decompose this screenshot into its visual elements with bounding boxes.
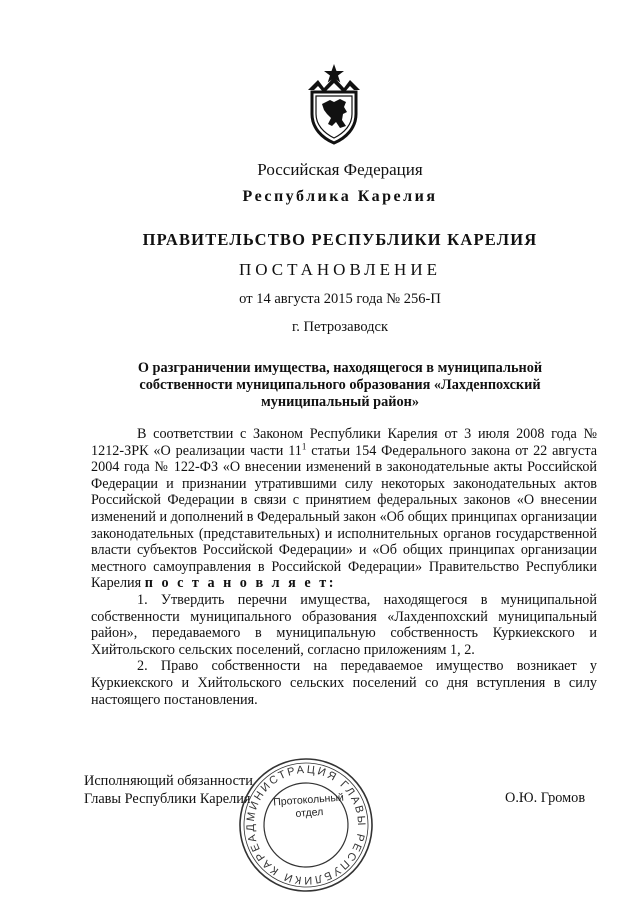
stamp-ring-text: АДМИНИСТРАЦИЯ ГЛАВЫ РЕСПУБЛИКИ КАРЕЛИЯ bbox=[244, 763, 368, 887]
document-date-number: от 14 августа 2015 года № 256-П bbox=[239, 291, 441, 307]
resolves-word: п о с т а н о в л я е т: bbox=[144, 575, 336, 592]
preamble-text: В соответствии с Законом Республики Карелия от 3 июля 2008 года № 1212-ЗРК «О реализации части 11 bbox=[91, 426, 597, 459]
stamp-center-line: отдел bbox=[295, 806, 324, 820]
republic-name: Республика Карелия bbox=[242, 188, 438, 205]
authority-title: ПРАВИТЕЛЬСТВО РЕСПУБЛИКИ КАРЕЛИЯ bbox=[142, 230, 538, 249]
preamble-paragraph bbox=[91, 426, 597, 592]
signer-title-line: Главы Республики Карелия bbox=[84, 791, 251, 807]
document-city: г. Петрозаводск bbox=[291, 319, 389, 335]
official-stamp-icon bbox=[236, 755, 376, 895]
signer-name: О.Ю. Громов bbox=[505, 790, 586, 806]
document-subject bbox=[110, 360, 570, 411]
subject-line: муниципальный район» bbox=[260, 394, 419, 410]
country-name: Российская Федерация bbox=[257, 160, 423, 179]
clause-2-paragraph: 2. Право собственности на передаваемое имущество возникает у Куркиекского и Хийтольского сельских поселений со дня вступления в силу настоящего постановления. bbox=[91, 658, 597, 708]
clause-1-paragraph: 1. Утвердить перечни имущества, находящегося в муниципальной собственности муниципального образования «Лахденпохский муниципальный район», передаваемого в муниципальную собственность Куркиекского и Хийтольского сельских поселений, согласно приложениям 1, 2. bbox=[91, 591, 597, 658]
karelia-coat-of-arms-icon bbox=[300, 62, 368, 146]
superscript-mark: 1 bbox=[301, 440, 307, 451]
signer-title bbox=[84, 772, 253, 808]
subject-line: О разграничении имущества, находящегося в муниципальной bbox=[137, 360, 543, 376]
signer-title-line: Исполняющий обязанности bbox=[84, 773, 253, 789]
stamp-center-line: Протокольный bbox=[272, 791, 345, 809]
subject-line: собственности муниципального образования «Лахденпохский bbox=[139, 377, 541, 393]
document-type: ПОСТАНОВЛЕНИЕ bbox=[238, 260, 441, 279]
preamble-text-continued: статьи 154 Федерального закона от 22 августа 2004 года № 122-ФЗ «О внесении изменений в законодательные акты Российской Федерации и признании утратившими силу некоторых законодательных актов Российской Федерации в связи с принятием федеральных законов «О внесении изменений и дополнений в Федеральный закон «Об общих принципах организации законодательных (представительных) и исполнительных органов государственной власти субъектов Российской Федерации» и «Об общих принципах организации местного самоуправления в Российской Федерации» Правительство Республики Карелия bbox=[91, 442, 597, 592]
svg-text:АДМИНИСТРАЦИЯ ГЛАВЫ РЕСПУБЛИКИ bbox=[236, 755, 376, 895]
document-body bbox=[91, 426, 597, 708]
